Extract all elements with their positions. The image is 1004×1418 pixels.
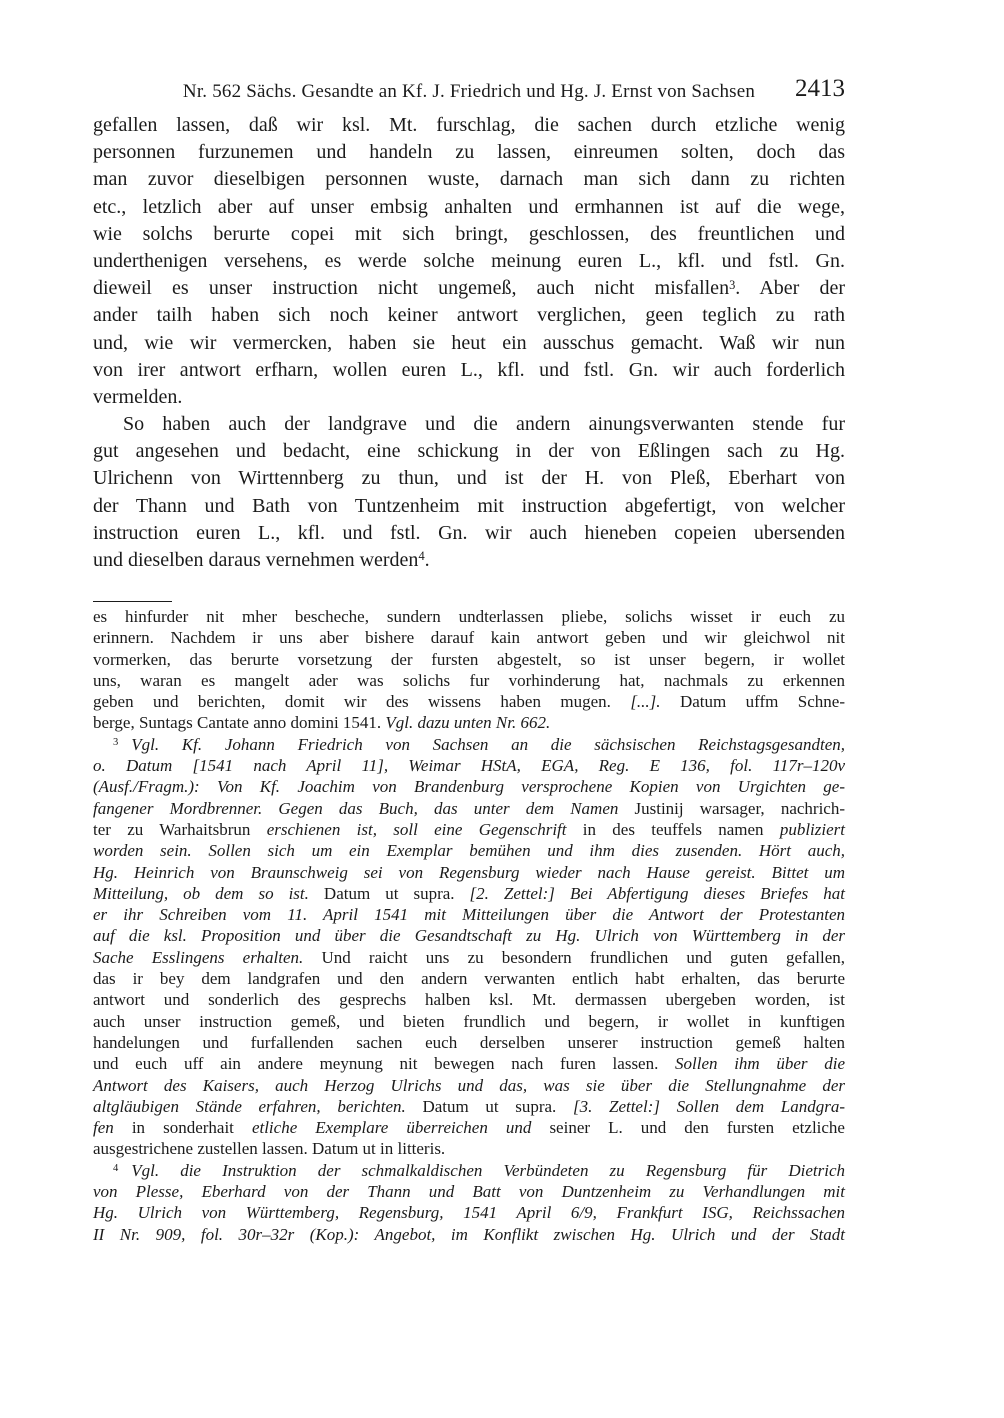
footnote-line [93, 819, 845, 840]
text-segment: auch unser instruction gemeß, und bieten frundlich und begern, ir wollet in kunftigen [93, 1011, 845, 1031]
text-segment: etc., letzlich aber auf unser embsig anhalten und ermhannen ist auf die wege, [93, 195, 845, 218]
text-segment: . [424, 549, 430, 571]
footnotes [93, 606, 845, 1245]
italic-segment: er ihr Schreiben vom 11. April 1541 mit Mitteilungen über die Antwort der Protestanten [93, 905, 845, 925]
footnote-line [93, 1181, 845, 1202]
text-segment: gefallen lassen, daß wir ksl. Mt. furschlag, die sachen durch etzliche wenig [93, 114, 845, 136]
italic-segment: II Nr. 909, fol. 30r–32r (Kop.): Angebot, im Konflikt zwischen Hg. Ulrich und der Stadt [93, 1224, 845, 1244]
footnote-line [93, 1096, 845, 1117]
footnote-line [93, 755, 845, 776]
italic-segment: fen [93, 1118, 132, 1138]
body-line [93, 275, 845, 302]
text-segment: und euch uff ain andere meynung nit bewegen nach furen lassen. [93, 1054, 676, 1074]
footnote-line [93, 649, 845, 670]
text-segment: gut angesehen und bedacht, eine schickung in der von Eßlingen sach zu Hg. [93, 440, 845, 463]
footnote-line [93, 1202, 845, 1223]
text-segment: Justinij warsager, nachrich- [634, 798, 845, 818]
footnote-line [93, 627, 845, 648]
text-segment: antwort und sonderlich des gesprechs halben ksl. Mt. dermassen ubergeben worden, ist [93, 990, 845, 1010]
body-line [93, 520, 845, 547]
italic-segment: etliche Exemplare überreichen und [251, 1118, 550, 1138]
body-line [93, 411, 845, 438]
main-text [93, 112, 845, 574]
italic-segment: o. Datum [1541 nach April 11], Weimar HStA, EGA, Reg. E 136, fol. 117r–120v [93, 756, 845, 776]
text-segment: So haben auch der landgrave und die andern ainungsverwanten stende fur [123, 413, 845, 436]
body-line [93, 357, 845, 384]
text-segment: Und raicht uns zu besondern frundlichen und guten gefallen, [321, 947, 845, 967]
footnote-line [93, 1160, 845, 1181]
text-segment: erinnern. Nachdem ir uns aber bishere darauf kain antwort geben und wir gleichwol nit [93, 628, 845, 648]
text-segment: Datum ut supra. [323, 883, 470, 903]
body-line [93, 194, 845, 221]
footnote-line [93, 606, 845, 627]
footnote-ref: 3 [729, 277, 736, 292]
footnote-line [93, 798, 845, 819]
text-segment: seiner L. und den fursten etzliche [549, 1118, 845, 1138]
footnote-line [93, 1075, 845, 1096]
footnote-line [93, 712, 845, 733]
footnote-separator-rule [93, 601, 172, 602]
footnote-line [93, 1224, 845, 1245]
text-segment: und dieselben daraus vernehmen werden [93, 549, 419, 571]
text-segment: dieweil es unser instruction nicht ungemeß, auch nicht misfallen [93, 277, 730, 300]
text-segment: von irer antwort erfharn, wollen euren L., kfl. und fstl. Gn. wir auch forderlich [93, 358, 845, 381]
body-line [93, 112, 845, 139]
running-header-caption: Nr. 562 Sächs. Gesandte an Kf. J. Friedrich und Hg. J. Ernst von Sachsen [182, 81, 756, 102]
body-line [93, 465, 845, 492]
body-line [93, 493, 845, 520]
footnote-line [93, 1053, 845, 1074]
body-line [93, 302, 845, 329]
text-segment: geben und berichten, domit wir des wissens haben mugen. [93, 692, 631, 712]
italic-segment: von Plesse, Eberhard von der Thann und Batt von Duntzenheim zu Verhandlungen mit [93, 1182, 845, 1202]
italic-segment: Vgl. dazu unten Nr. 662. [385, 713, 551, 733]
text-segment: Datum uffm Schne- [660, 692, 846, 712]
text-segment: in des teuffels namen [582, 819, 780, 839]
footnote-line [93, 691, 845, 712]
footnote-line [93, 862, 845, 883]
italic-segment: altgläubigen Stände erfahren, berichten. [93, 1096, 423, 1116]
footnote-line [93, 840, 845, 861]
footnote-line [93, 734, 845, 755]
italic-segment: Sollen ihm über die [675, 1054, 845, 1074]
italic-segment: fangener Mordbrenner. Gegen das Buch, das unter dem Namen [93, 798, 635, 818]
italic-segment: Hg. Ulrich von Württemberg, Regensburg, 1541 April 6/9, Frankfurt ISG, Reichssachen [93, 1203, 845, 1223]
footnote-line [93, 1138, 845, 1159]
footnote-line [93, 968, 845, 989]
text-segment: underthenigen versehens, es werde solche meinung euren L., kfl. und fstl. Gn. [93, 249, 845, 272]
body-line [93, 139, 845, 166]
italic-segment: Vgl. die Instruktion der schmalkaldischen Verbündeten zu Regensburg für Dietrich [131, 1160, 845, 1180]
running-header [93, 75, 845, 105]
footnote-line [93, 670, 845, 691]
footnote-line [93, 1011, 845, 1032]
text-segment: man zuvor dieselbigen personnen wuste, darnach man sich dann zu richten [93, 168, 845, 191]
italic-segment: Sache Esslingens erhalten. [93, 947, 322, 967]
text-segment: handelungen und furfallenden sachen euch derselben unserer instruction gemeß halten [93, 1032, 845, 1052]
body-line [93, 221, 845, 248]
body-line [93, 248, 845, 275]
footnote-line [93, 883, 845, 904]
italic-segment: Vgl. Kf. Johann Friedrich von Sachsen an die sächsischen Reichstagsgesandten, [131, 734, 845, 754]
text-segment: das ir bey dem landgrafen und den andern verwanten entlich habt erhalten, das berurte [93, 969, 845, 989]
text-segment: ander tailh haben sich noch keiner antwort verglichen, geen teglich zu rath [93, 304, 845, 327]
page-number: 2413 [795, 75, 845, 102]
body-line [93, 384, 845, 411]
text-segment: der Thann und Bath von Tuntzenheim mit instruction abgefertigt, von welcher [93, 494, 845, 517]
text-segment: uns, waran es mangelt ader was solichs fur vorhinderung hat, nachmals zu erkennen [93, 670, 845, 690]
footnote-ref: 4 [418, 549, 425, 564]
text-segment: ausgestrichene zustellen lassen. Datum ut in litteris. [93, 1139, 446, 1159]
italic-segment: [3. Zettel:] Sollen dem Landgra- [572, 1096, 845, 1116]
text-segment: vermelden. [93, 385, 183, 408]
footnote-marker: 4 [113, 1162, 119, 1174]
text-segment: ter zu Warhaitsbrun [93, 819, 267, 839]
italic-segment: Hg. Heinrich von Braunschweig sei von Regensburg wieder nach Hause gereist. Bittet um [93, 862, 845, 882]
footnote-line [93, 1117, 845, 1138]
text-segment: instruction euren L., kfl. und fstl. Gn. wir auch hieneben copeien ubersenden [93, 521, 845, 544]
text-segment: vormerken, das berurte vorsetzung der fursten abgestelt, so ist unser begern, ir wollet [93, 649, 845, 669]
footnote-marker: 3 [113, 737, 119, 749]
italic-segment: worden sein. Sollen sich um ein Exemplar bemühen und ihm dies zusenden. Hört auch, [93, 841, 845, 861]
footnote-line [93, 989, 845, 1010]
text-segment: personnen furzunemen und handeln zu lassen, einreumen solten, doch das [93, 141, 845, 164]
text-segment: in sonderhait [131, 1118, 252, 1138]
text-segment: berge, Suntags Cantate anno domini 1541. [93, 713, 386, 733]
footnote-line [93, 1032, 845, 1053]
text-segment: und, wie wir vermercken, haben sie heut ein ausschus gemacht. Waß wir nun [93, 331, 845, 354]
footnote-line [93, 925, 845, 946]
italic-segment: Mitteilung, ob dem so ist. [93, 883, 324, 903]
text-segment: . Aber der [735, 277, 845, 300]
italic-segment: auf die ksl. Proposition und über die Gesandtschaft zu Hg. Ulrich von Württemberg in der [93, 926, 845, 946]
italic-segment: publiziert [779, 819, 845, 839]
body-line [93, 547, 845, 574]
italic-segment: Antwort des Kaisers, auch Herzog Ulrichs und das, was sie über die Stellungnahme der [93, 1075, 845, 1095]
text-segment: Datum ut supra. [422, 1096, 573, 1116]
body-line [93, 438, 845, 465]
italic-segment: [2. Zettel:] Bei Abfertigung dieses Briefes hat [469, 883, 845, 903]
footnote-line [93, 947, 845, 968]
text-segment: Ulrichenn von Wirttennberg zu thun, und ist der H. von Pleß, Eberhart von [93, 467, 845, 490]
text-segment: wie solchs berurte copei mit sich bringt, geschlossen, des freuntlichen und [93, 222, 845, 245]
body-line [93, 166, 845, 193]
italic-segment: (Ausf./Fragm.): Von Kf. Joachim von Brandenburg versprochene Kopien von Urgichten ge- [93, 777, 845, 797]
text-segment: es hinfurder nit mher bescheche, sundern undterlassen pliebe, solichs wisset ir euch zu [93, 607, 845, 626]
footnote-line [93, 776, 845, 797]
italic-segment: [...]. [630, 692, 661, 712]
italic-segment: erschienen ist, soll eine Gegenschrift [266, 819, 583, 839]
body-line [93, 330, 845, 357]
footnote-line [93, 904, 845, 925]
